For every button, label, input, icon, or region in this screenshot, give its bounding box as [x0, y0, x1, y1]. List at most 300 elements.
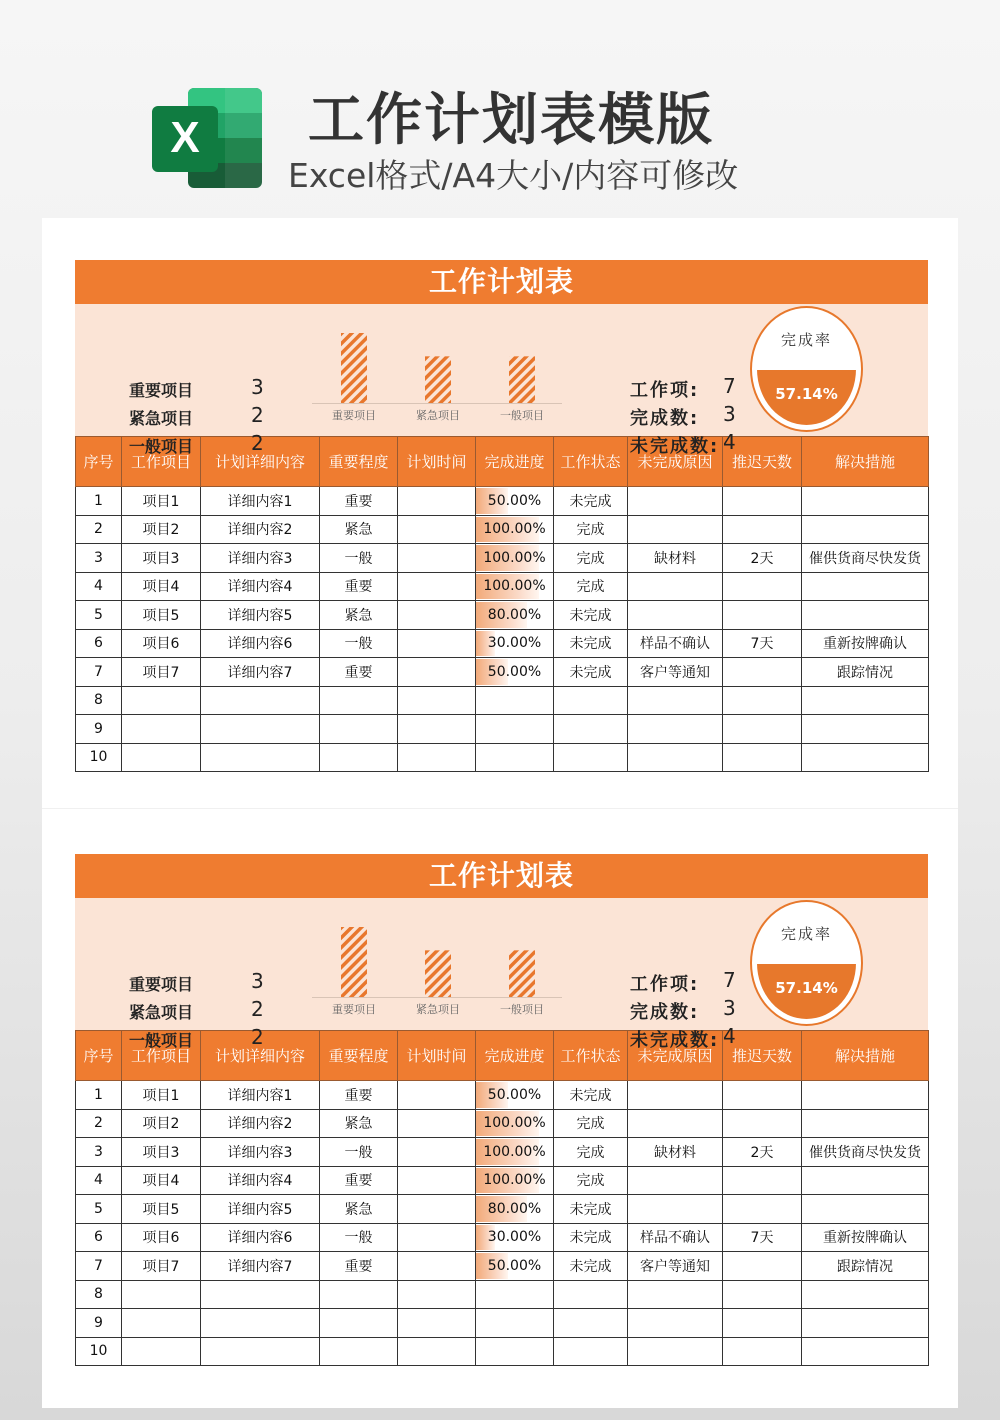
table-cell[interactable]: 紧急	[320, 515, 398, 544]
table-cell[interactable]	[723, 686, 802, 715]
table-cell[interactable]	[476, 686, 554, 715]
column-header: 工作状态	[554, 437, 628, 487]
table-cell[interactable]: 6	[76, 1223, 122, 1252]
table-cell[interactable]: 未完成	[554, 1223, 628, 1252]
table-cell[interactable]	[628, 1109, 723, 1138]
table-cell[interactable]: 3	[76, 1138, 122, 1167]
table-cell[interactable]	[398, 1337, 476, 1366]
table-cell[interactable]	[320, 715, 398, 744]
table-cell[interactable]	[723, 743, 802, 772]
table-cell[interactable]	[398, 487, 476, 516]
table-row	[76, 1166, 929, 1195]
table-cell[interactable]: 详细内容6	[201, 1223, 320, 1252]
table-cell[interactable]	[398, 1195, 476, 1224]
table-cell[interactable]: 10	[76, 743, 122, 772]
table-cell[interactable]: 重新按牌确认	[802, 1223, 929, 1252]
table-cell[interactable]	[628, 1280, 723, 1309]
column-header: 重要程度	[320, 1031, 398, 1081]
table-row	[76, 515, 929, 544]
progress-text: 100.00%	[483, 1143, 546, 1160]
table-cell[interactable]: 完成	[554, 1109, 628, 1138]
table-cell[interactable]	[320, 1280, 398, 1309]
column-header: 工作状态	[554, 1031, 628, 1081]
normal-label: 一般项目	[129, 1031, 194, 1050]
progress-text: 100.00%	[483, 1115, 546, 1132]
table-cell[interactable]	[476, 1109, 554, 1138]
table-cell[interactable]	[554, 743, 628, 772]
progress-text: 100.00%	[483, 578, 546, 595]
table-row	[76, 1337, 929, 1366]
table-cell[interactable]: 重要	[320, 658, 398, 687]
table-cell[interactable]: 详细内容3	[201, 544, 320, 573]
work-items-label: 工作项:	[630, 380, 700, 401]
chart-bar	[341, 333, 367, 403]
urgent-value: 2	[251, 997, 264, 1021]
table-cell[interactable]	[802, 572, 929, 601]
table-cell[interactable]: 项目4	[122, 1166, 201, 1195]
table-cell[interactable]: 3	[76, 544, 122, 573]
table-cell[interactable]: 2天	[723, 1138, 802, 1167]
table-cell[interactable]	[476, 743, 554, 772]
table-cell[interactable]	[628, 686, 723, 715]
excel-icon	[152, 88, 264, 188]
table-row	[76, 715, 929, 744]
work-items-label: 工作项:	[630, 974, 700, 995]
table-row	[76, 686, 929, 715]
table-cell[interactable]: 未完成	[554, 1252, 628, 1281]
table-cell[interactable]	[802, 743, 929, 772]
sheet-title: 工作计划表	[75, 260, 928, 304]
table-cell[interactable]	[802, 1081, 929, 1110]
table-cell[interactable]	[201, 743, 320, 772]
column-header: 未完成原因	[628, 1031, 723, 1081]
table-cell[interactable]	[398, 1166, 476, 1195]
chart-category-label: 重要项目	[332, 1003, 376, 1016]
table-cell[interactable]: 10	[76, 1337, 122, 1366]
table-cell[interactable]: 项目1	[122, 1081, 201, 1110]
summary-panel	[75, 898, 928, 1051]
table-cell[interactable]	[476, 1223, 554, 1252]
work-plan-table	[75, 436, 929, 772]
table-cell[interactable]: 7	[76, 658, 122, 687]
table-cell[interactable]: 详细内容7	[201, 1252, 320, 1281]
table-cell[interactable]	[398, 544, 476, 573]
table-cell[interactable]	[802, 515, 929, 544]
work-plan-sheet-2	[75, 854, 928, 1366]
chart-category-label: 一般项目	[500, 409, 544, 422]
table-cell[interactable]: 7天	[723, 629, 802, 658]
table-cell[interactable]	[723, 487, 802, 516]
chart-bar	[509, 356, 535, 403]
table-cell[interactable]	[122, 686, 201, 715]
table-cell[interactable]	[476, 1280, 554, 1309]
table-cell[interactable]	[476, 658, 554, 687]
table-cell[interactable]	[723, 515, 802, 544]
normal-value: 2	[251, 431, 264, 455]
priority-bar-chart	[307, 910, 567, 1028]
table-cell[interactable]	[802, 715, 929, 744]
table-cell[interactable]	[723, 601, 802, 630]
table-cell[interactable]: 催供货商尽快发货	[802, 544, 929, 573]
table-cell[interactable]: 5	[76, 1195, 122, 1224]
done-value: 3	[723, 996, 736, 1020]
column-header: 未完成原因	[628, 437, 723, 487]
table-cell[interactable]	[476, 487, 554, 516]
table-row	[76, 1252, 929, 1281]
table-cell[interactable]: 一般	[320, 629, 398, 658]
table-cell[interactable]: 2天	[723, 544, 802, 573]
table-cell[interactable]: 项目2	[122, 1109, 201, 1138]
table-cell[interactable]: 5	[76, 601, 122, 630]
table-cell[interactable]: 完成	[554, 515, 628, 544]
table-cell[interactable]: 7天	[723, 1223, 802, 1252]
priority-bar-chart	[307, 316, 567, 434]
important-label: 重要项目	[129, 381, 194, 400]
table-cell[interactable]: 详细内容6	[201, 629, 320, 658]
table-cell[interactable]	[802, 1280, 929, 1309]
chart-bar	[341, 927, 367, 997]
table-cell[interactable]	[201, 1280, 320, 1309]
table-cell[interactable]: 9	[76, 715, 122, 744]
table-cell[interactable]	[476, 544, 554, 573]
undone-value: 4	[723, 430, 736, 454]
table-cell[interactable]	[398, 743, 476, 772]
table-cell[interactable]	[628, 1309, 723, 1338]
page-title: 工作计划表模版	[308, 88, 714, 153]
table-cell[interactable]	[476, 515, 554, 544]
table-row	[76, 1109, 929, 1138]
column-header: 解决措施	[802, 1031, 929, 1081]
table-cell[interactable]	[398, 658, 476, 687]
table-cell[interactable]: 未完成	[554, 487, 628, 516]
summary-panel	[75, 304, 928, 457]
table-cell[interactable]: 1	[76, 487, 122, 516]
table-row	[76, 743, 929, 772]
table-row	[76, 629, 929, 658]
table-cell[interactable]: 详细内容4	[201, 1166, 320, 1195]
table-cell[interactable]	[628, 715, 723, 744]
table-cell[interactable]: 7	[76, 1252, 122, 1281]
table-cell[interactable]: 重新按牌确认	[802, 629, 929, 658]
header	[0, 0, 1000, 210]
progress-text: 80.00%	[487, 1200, 542, 1217]
table-cell[interactable]	[723, 658, 802, 687]
table-cell[interactable]	[476, 1337, 554, 1366]
progress-text: 50.00%	[487, 663, 542, 680]
table-cell[interactable]: 项目6	[122, 629, 201, 658]
table-cell[interactable]: 样品不确认	[628, 629, 723, 658]
completion-rate-gauge	[750, 306, 863, 432]
table-cell[interactable]: 完成	[554, 572, 628, 601]
table-cell[interactable]	[802, 1166, 929, 1195]
progress-text: 50.00%	[487, 492, 542, 509]
table-cell[interactable]	[398, 1109, 476, 1138]
completion-rate-value: 57.14%	[775, 979, 838, 997]
table-cell[interactable]: 紧急	[320, 1195, 398, 1224]
table-cell[interactable]	[802, 1109, 929, 1138]
done-label: 完成数:	[630, 1002, 700, 1023]
column-header: 计划时间	[398, 437, 476, 487]
table-row	[76, 572, 929, 601]
work-plan-sheet-1	[75, 260, 928, 772]
table-cell[interactable]: 未完成	[554, 1081, 628, 1110]
table-cell[interactable]	[122, 1280, 201, 1309]
work-items-value: 7	[723, 968, 736, 992]
table-cell[interactable]	[476, 572, 554, 601]
table-cell[interactable]	[476, 629, 554, 658]
table-cell[interactable]: 重要	[320, 1081, 398, 1110]
urgent-value: 2	[251, 403, 264, 427]
table-cell[interactable]	[201, 1309, 320, 1338]
table-cell[interactable]	[476, 1166, 554, 1195]
progress-text: 50.00%	[487, 1086, 542, 1103]
table-cell[interactable]: 项目7	[122, 1252, 201, 1281]
excel-logo-letter: X	[170, 113, 200, 162]
table-cell[interactable]	[554, 686, 628, 715]
table-row	[76, 544, 929, 573]
table-cell[interactable]	[723, 572, 802, 601]
table-cell[interactable]: 完成	[554, 1138, 628, 1167]
table-cell[interactable]: 2	[76, 1109, 122, 1138]
table-cell[interactable]	[122, 1337, 201, 1366]
table-cell[interactable]	[628, 743, 723, 772]
table-cell[interactable]: 完成	[554, 544, 628, 573]
table-cell[interactable]	[476, 1195, 554, 1224]
table-cell[interactable]: 重要	[320, 1252, 398, 1281]
column-header: 完成进度	[476, 1031, 554, 1081]
table-cell[interactable]	[320, 686, 398, 715]
column-header: 工作项目	[122, 437, 201, 487]
table-cell[interactable]: 详细内容2	[201, 1109, 320, 1138]
column-header: 计划时间	[398, 1031, 476, 1081]
progress-text: 100.00%	[483, 521, 546, 538]
table-cell[interactable]: 详细内容1	[201, 487, 320, 516]
table-cell[interactable]	[398, 686, 476, 715]
table-cell[interactable]: 项目1	[122, 487, 201, 516]
table-cell[interactable]	[398, 601, 476, 630]
table-cell[interactable]: 详细内容5	[201, 1195, 320, 1224]
table-cell[interactable]	[723, 1109, 802, 1138]
normal-label: 一般项目	[129, 437, 194, 456]
table-cell[interactable]	[398, 515, 476, 544]
column-header: 序号	[76, 437, 122, 487]
table-cell[interactable]: 详细内容7	[201, 658, 320, 687]
table-cell[interactable]: 紧急	[320, 1109, 398, 1138]
table-cell[interactable]	[476, 1081, 554, 1110]
table-cell[interactable]	[320, 743, 398, 772]
table-cell[interactable]	[802, 487, 929, 516]
completion-rate-label: 完成率	[780, 331, 832, 349]
table-cell[interactable]	[476, 1252, 554, 1281]
table-cell[interactable]: 未完成	[554, 629, 628, 658]
table-cell[interactable]	[320, 1337, 398, 1366]
work-items-value: 7	[723, 374, 736, 398]
table-cell[interactable]: 项目4	[122, 572, 201, 601]
table-cell[interactable]: 详细内容5	[201, 601, 320, 630]
table-cell[interactable]: 项目2	[122, 515, 201, 544]
table-row	[76, 487, 929, 516]
progress-text: 30.00%	[487, 1229, 542, 1246]
progress-text: 100.00%	[483, 549, 546, 566]
table-cell[interactable]: 项目3	[122, 544, 201, 573]
table-cell[interactable]	[398, 715, 476, 744]
table-cell[interactable]	[802, 686, 929, 715]
table-cell[interactable]	[201, 715, 320, 744]
table-cell[interactable]	[554, 1309, 628, 1338]
table-cell[interactable]	[476, 1138, 554, 1167]
table-cell[interactable]	[628, 1166, 723, 1195]
table-cell[interactable]: 2	[76, 515, 122, 544]
chart-bar	[425, 356, 451, 403]
table-cell[interactable]	[122, 1309, 201, 1338]
table-cell[interactable]: 8	[76, 686, 122, 715]
undone-label: 未完成数:	[630, 1030, 720, 1051]
urgent-label: 紧急项目	[129, 1003, 194, 1022]
sheet-divider	[42, 808, 958, 809]
table-cell[interactable]: 4	[76, 572, 122, 601]
progress-text: 100.00%	[483, 1172, 546, 1189]
table-cell[interactable]: 9	[76, 1309, 122, 1338]
table-cell[interactable]	[628, 1081, 723, 1110]
column-header: 完成进度	[476, 437, 554, 487]
table-cell[interactable]	[628, 515, 723, 544]
table-row	[76, 1081, 929, 1110]
table-cell[interactable]: 8	[76, 1280, 122, 1309]
table-cell[interactable]	[628, 1195, 723, 1224]
table-cell[interactable]	[802, 1337, 929, 1366]
chart-category-label: 紧急项目	[416, 409, 460, 422]
table-cell[interactable]: 详细内容4	[201, 572, 320, 601]
table-cell[interactable]: 1	[76, 1081, 122, 1110]
table-cell[interactable]	[723, 1081, 802, 1110]
chart-category-label: 紧急项目	[416, 1003, 460, 1016]
completion-rate-gauge	[750, 900, 863, 1026]
table-cell[interactable]	[802, 1195, 929, 1224]
table-cell[interactable]: 6	[76, 629, 122, 658]
table-cell[interactable]	[122, 743, 201, 772]
sheet-title: 工作计划表	[75, 854, 928, 898]
table-cell[interactable]: 详细内容3	[201, 1138, 320, 1167]
progress-text: 50.00%	[487, 1257, 542, 1274]
table-cell[interactable]: 未完成	[554, 658, 628, 687]
table-cell[interactable]: 一般	[320, 544, 398, 573]
table-cell[interactable]	[802, 601, 929, 630]
table-cell[interactable]: 缺材料	[628, 1138, 723, 1167]
chart-bar	[425, 950, 451, 997]
table-cell[interactable]	[398, 1138, 476, 1167]
table-cell[interactable]	[554, 1337, 628, 1366]
table-cell[interactable]: 项目5	[122, 1195, 201, 1224]
table-cell[interactable]: 项目3	[122, 1138, 201, 1167]
table-cell[interactable]	[398, 1223, 476, 1252]
table-cell[interactable]	[628, 487, 723, 516]
table-cell[interactable]: 催供货商尽快发货	[802, 1138, 929, 1167]
table-cell[interactable]: 未完成	[554, 1195, 628, 1224]
table-cell[interactable]	[723, 1166, 802, 1195]
table-cell[interactable]	[723, 715, 802, 744]
table-cell[interactable]: 缺材料	[628, 544, 723, 573]
work-plan-table	[75, 1030, 929, 1366]
table-cell[interactable]: 详细内容2	[201, 515, 320, 544]
table-cell[interactable]	[476, 715, 554, 744]
table-cell[interactable]	[723, 1252, 802, 1281]
table-cell[interactable]	[398, 1081, 476, 1110]
progress-text: 80.00%	[487, 606, 542, 623]
table-cell[interactable]	[628, 1337, 723, 1366]
table-cell[interactable]: 重要	[320, 1166, 398, 1195]
table-cell[interactable]	[554, 715, 628, 744]
important-value: 3	[251, 375, 264, 399]
table-cell[interactable]	[723, 1280, 802, 1309]
important-label: 重要项目	[129, 975, 194, 994]
table-cell[interactable]	[628, 601, 723, 630]
table-cell[interactable]	[201, 1337, 320, 1366]
table-cell[interactable]: 跟踪情况	[802, 1252, 929, 1281]
table-cell[interactable]: 详细内容1	[201, 1081, 320, 1110]
table-cell[interactable]: 一般	[320, 1138, 398, 1167]
table-cell[interactable]: 重要	[320, 572, 398, 601]
progress-text: 30.00%	[487, 635, 542, 652]
completion-rate-value: 57.14%	[775, 385, 838, 403]
urgent-label: 紧急项目	[129, 409, 194, 428]
table-cell[interactable]: 项目6	[122, 1223, 201, 1252]
table-cell[interactable]	[554, 1280, 628, 1309]
column-header: 计划详细内容	[201, 437, 320, 487]
table-cell[interactable]: 紧急	[320, 601, 398, 630]
table-cell[interactable]: 未完成	[554, 601, 628, 630]
column-header: 重要程度	[320, 437, 398, 487]
table-cell[interactable]: 完成	[554, 1166, 628, 1195]
table-cell[interactable]: 样品不确认	[628, 1223, 723, 1252]
table-cell[interactable]	[320, 1309, 398, 1338]
table-cell[interactable]	[723, 1309, 802, 1338]
table-cell[interactable]	[723, 1195, 802, 1224]
table-cell[interactable]: 重要	[320, 487, 398, 516]
table-cell[interactable]	[398, 1280, 476, 1309]
table-cell[interactable]	[476, 601, 554, 630]
column-header: 解决措施	[802, 437, 929, 487]
important-value: 3	[251, 969, 264, 993]
table-cell[interactable]	[398, 1252, 476, 1281]
table-cell[interactable]	[201, 686, 320, 715]
column-header: 计划详细内容	[201, 1031, 320, 1081]
table-row	[76, 1138, 929, 1167]
table-cell[interactable]: 4	[76, 1166, 122, 1195]
table-row	[76, 601, 929, 630]
table-cell[interactable]: 项目7	[122, 658, 201, 687]
page-subtitle: Excel格式/A4大小/内容可修改	[288, 156, 739, 195]
table-cell[interactable]: 客户等通知	[628, 1252, 723, 1281]
table-row	[76, 1223, 929, 1252]
table-cell[interactable]: 项目5	[122, 601, 201, 630]
table-cell[interactable]	[398, 572, 476, 601]
table-cell[interactable]: 客户等通知	[628, 658, 723, 687]
done-value: 3	[723, 402, 736, 426]
table-row	[76, 1195, 929, 1224]
table-cell[interactable]	[476, 1309, 554, 1338]
undone-value: 4	[723, 1024, 736, 1048]
table-cell[interactable]	[802, 1309, 929, 1338]
table-cell[interactable]	[398, 629, 476, 658]
table-cell[interactable]	[122, 715, 201, 744]
table-cell[interactable]: 一般	[320, 1223, 398, 1252]
column-header: 工作项目	[122, 1031, 201, 1081]
column-header: 推迟天数	[723, 1031, 802, 1081]
table-cell[interactable]	[398, 1309, 476, 1338]
table-cell[interactable]: 跟踪情况	[802, 658, 929, 687]
table-cell[interactable]	[723, 1337, 802, 1366]
table-cell[interactable]	[628, 572, 723, 601]
